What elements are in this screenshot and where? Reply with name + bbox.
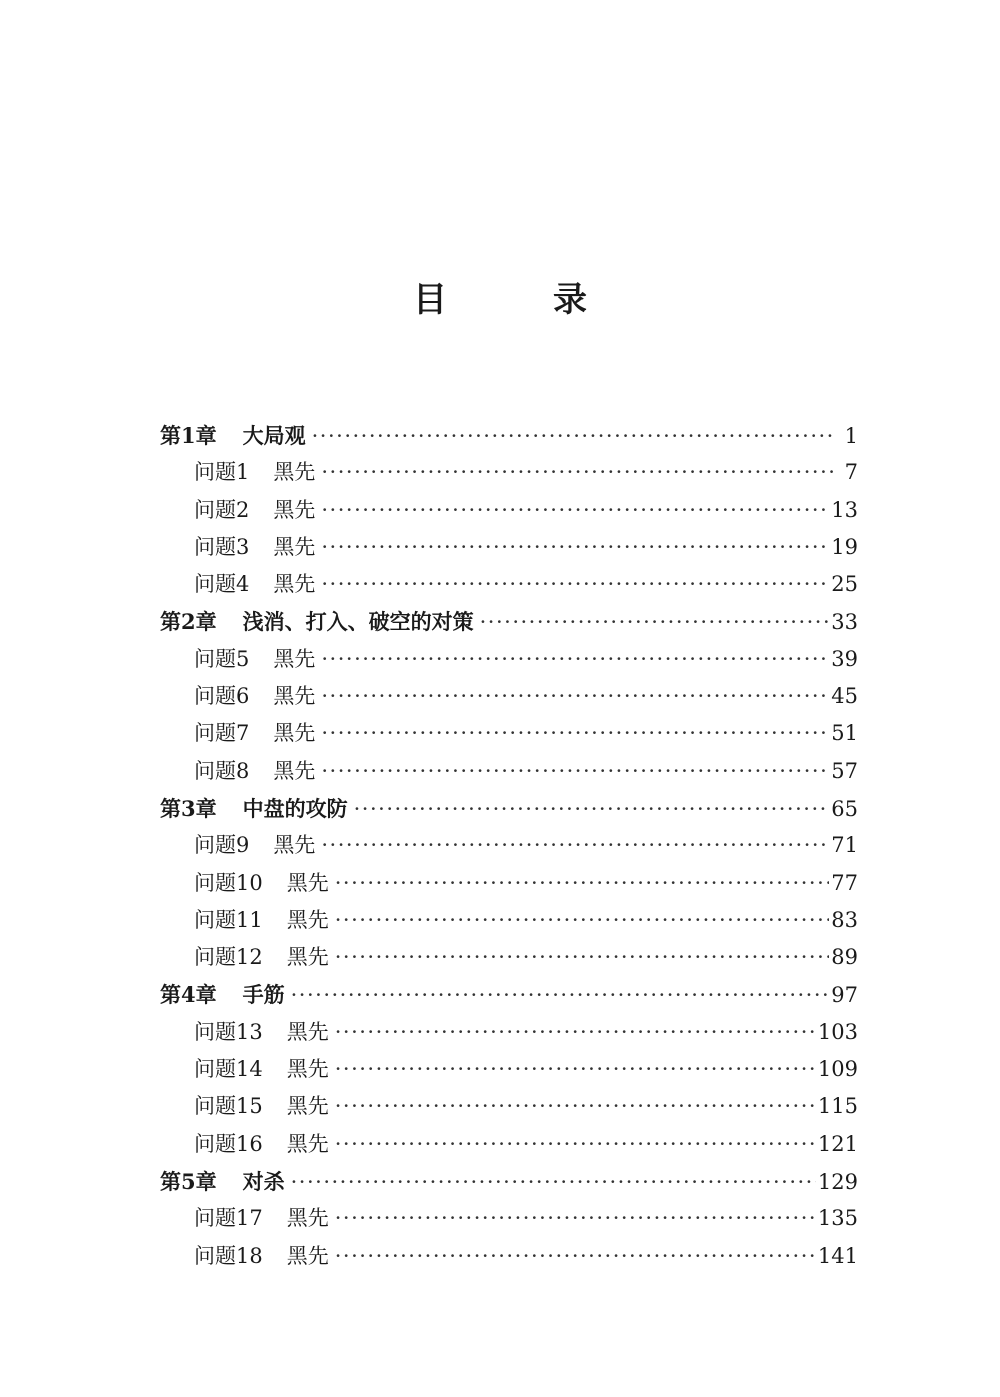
toc-chapter-3[interactable] [160, 790, 858, 827]
dot-leader [335, 1088, 816, 1125]
dot-leader [335, 865, 830, 902]
toc-title: 黑先 [286, 945, 329, 970]
toc-page-number: 1 [844, 424, 858, 448]
toc-title: 黑先 [273, 684, 316, 709]
toc-title: 黑先 [273, 497, 316, 522]
toc-chapter-1[interactable] [160, 417, 858, 454]
toc-title: 黑先 [286, 1131, 329, 1156]
toc-title: 黑先 [273, 534, 316, 559]
dot-leader [335, 902, 830, 939]
toc-number: 第3章 [160, 795, 217, 821]
toc-number: 问题1 [194, 460, 250, 485]
toc-entry-7[interactable] [160, 715, 858, 752]
toc-title: 黑先 [273, 833, 316, 858]
toc-page-number: 33 [831, 610, 858, 635]
toc-title: 黑先 [286, 1243, 329, 1268]
toc-page-number: 109 [817, 1057, 858, 1082]
toc-entry-4[interactable] [160, 566, 858, 603]
dot-leader [321, 753, 829, 790]
toc-number: 问题2 [194, 497, 250, 522]
toc-title: 浅消、打入、破空的对策 [242, 609, 474, 635]
toc-page-number: 25 [831, 572, 858, 597]
toc-number: 问题6 [194, 684, 250, 709]
toc-page-number: 129 [817, 1169, 858, 1194]
dot-leader [291, 977, 830, 1014]
dot-leader [321, 715, 829, 752]
toc-page-number: 7 [844, 460, 858, 485]
toc-title: 黑先 [286, 1057, 329, 1082]
toc-page-number: 83 [831, 907, 858, 932]
toc-entry-6[interactable] [160, 678, 858, 715]
toc-entry-15[interactable] [160, 1088, 858, 1125]
toc-number: 问题8 [194, 758, 250, 783]
toc-page-number: 115 [817, 1094, 858, 1119]
toc-page-number: 103 [817, 1019, 858, 1044]
toc-title: 中盘的攻防 [242, 795, 348, 821]
toc-entry-12[interactable] [160, 939, 858, 976]
toc-title: 黑先 [286, 907, 329, 932]
toc-entry-1[interactable] [160, 454, 858, 491]
toc-title: 黑先 [273, 758, 316, 783]
toc-title: 黑先 [273, 646, 316, 671]
toc-title: 黑先 [273, 721, 316, 746]
dot-leader [335, 1200, 816, 1237]
toc-title: 黑先 [273, 460, 316, 485]
toc-entry-10[interactable] [160, 865, 858, 902]
toc-page-number: 45 [831, 684, 858, 709]
toc-title: 手筋 [242, 982, 285, 1008]
toc-entry-13[interactable] [160, 1014, 858, 1051]
dot-leader [335, 939, 830, 976]
toc-number: 第4章 [160, 982, 217, 1008]
toc-title: 黑先 [286, 1206, 329, 1231]
toc-number: 问题18 [194, 1243, 263, 1268]
toc-page-number: 13 [831, 497, 858, 522]
dot-leader [321, 454, 836, 491]
dot-leader [321, 641, 829, 678]
dot-leader [335, 1014, 816, 1051]
toc-title: 对杀 [242, 1168, 285, 1194]
toc-title: 黑先 [286, 1019, 329, 1044]
toc-number: 问题13 [194, 1019, 263, 1044]
toc-entry-11[interactable] [160, 902, 858, 939]
toc-number: 问题4 [194, 572, 250, 597]
toc-number: 问题12 [194, 945, 263, 970]
toc-chapter-2[interactable] [160, 603, 858, 640]
toc-number: 第1章 [160, 423, 217, 448]
toc-number: 问题11 [194, 907, 263, 932]
toc-page-number: 77 [831, 870, 858, 895]
toc-number: 问题9 [194, 833, 250, 858]
toc-number: 问题3 [194, 534, 250, 559]
toc-page-number: 51 [831, 721, 858, 746]
toc-entry-2[interactable] [160, 492, 858, 529]
toc-page-number: 89 [831, 945, 858, 970]
toc-entry-14[interactable] [160, 1051, 858, 1088]
toc-number: 问题14 [194, 1057, 263, 1082]
page-title: 目 录 [413, 279, 623, 320]
toc-page-number: 19 [831, 534, 858, 559]
dot-leader [354, 791, 830, 828]
toc-page-number: 39 [831, 646, 858, 671]
toc-entry-9[interactable] [160, 827, 858, 864]
toc-number: 问题15 [194, 1094, 263, 1119]
dot-leader [321, 529, 829, 566]
toc-number: 问题5 [194, 646, 250, 671]
dot-leader [321, 566, 829, 603]
toc-chapter-4[interactable] [160, 976, 858, 1013]
toc-title: 大局观 [242, 423, 306, 448]
toc-entry-5[interactable] [160, 641, 858, 678]
toc-page-number: 71 [831, 833, 858, 858]
toc-number: 问题16 [194, 1131, 263, 1156]
toc-title: 黑先 [286, 1094, 329, 1119]
dot-leader [321, 678, 829, 715]
dot-leader [321, 827, 829, 864]
toc-page-number: 97 [831, 983, 858, 1008]
dot-leader [480, 604, 830, 641]
dot-leader [312, 418, 836, 455]
toc-entry-17[interactable] [160, 1200, 858, 1237]
toc-number: 问题10 [194, 870, 263, 895]
toc-entry-18[interactable] [160, 1238, 858, 1275]
toc-number: 问题17 [194, 1206, 263, 1231]
toc-entry-16[interactable] [160, 1126, 858, 1163]
dot-leader [291, 1164, 816, 1201]
toc-page-number: 121 [817, 1131, 858, 1156]
toc-page-number: 135 [817, 1206, 858, 1231]
dot-leader [335, 1238, 816, 1275]
toc-entry-8[interactable] [160, 753, 858, 790]
toc-entry-3[interactable] [160, 529, 858, 566]
dot-leader [335, 1051, 816, 1088]
dot-leader [321, 492, 829, 529]
toc-number: 第2章 [160, 609, 217, 635]
toc-page-number: 65 [831, 796, 858, 821]
toc-page-number: 57 [831, 758, 858, 783]
table-of-contents [160, 417, 858, 1275]
toc-page-number: 141 [817, 1243, 858, 1268]
toc-number: 问题7 [194, 721, 250, 746]
toc-title: 黑先 [273, 572, 316, 597]
toc-chapter-5[interactable] [160, 1163, 858, 1200]
dot-leader [335, 1126, 816, 1163]
toc-number: 第5章 [160, 1168, 217, 1194]
toc-title: 黑先 [286, 870, 329, 895]
